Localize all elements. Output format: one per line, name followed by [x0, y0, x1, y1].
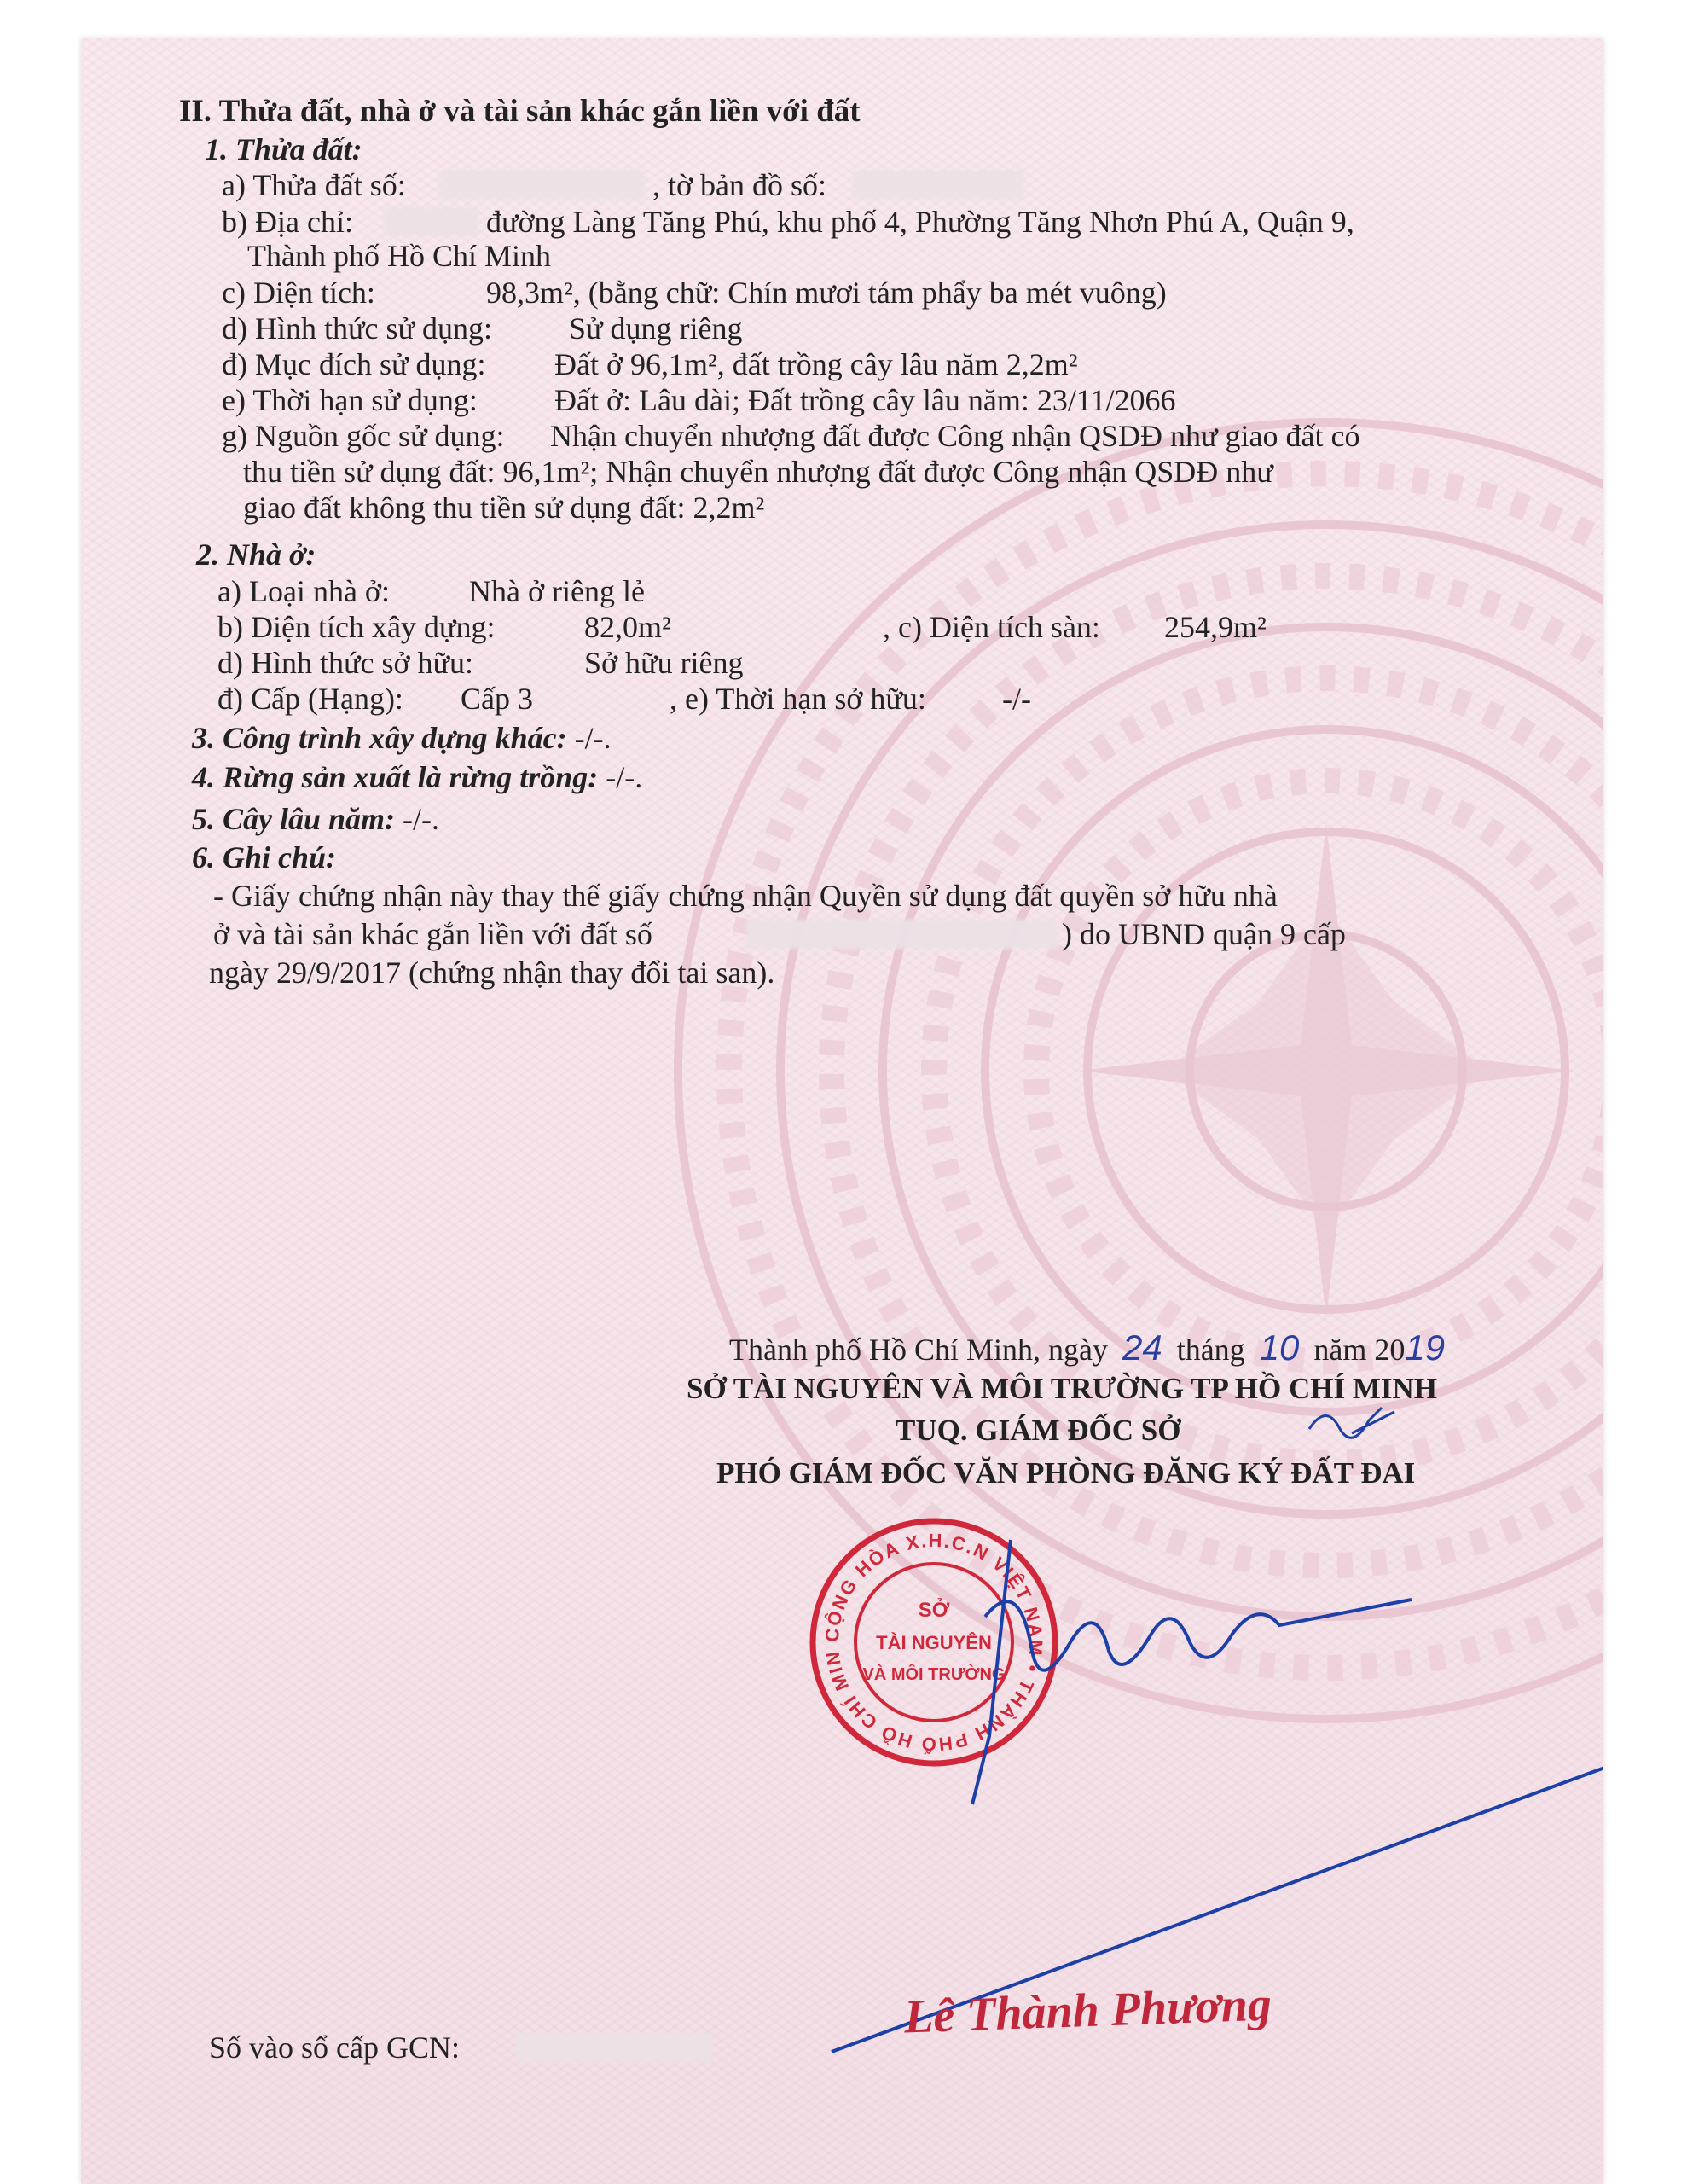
origin-label: g) Nguồn gốc sử dụng: [222, 419, 505, 453]
stamp-ring-text: CỘNG HÒA X.H.C.N VIỆT NAM • THÀNH PHỐ HỒ CHÍ MINH [798, 1497, 1047, 1756]
map-sheet-label: , tờ bản đồ số: [652, 168, 827, 202]
ownership-term-label: , e) Thời hạn sở hữu: [670, 682, 926, 716]
use-purpose-value: Đất ở 96,1m², đất trồng cây lâu năm 2,2m² [554, 347, 1078, 381]
notes-line1: - Giấy chứng nhận này thay thế giấy chứng nhận Quyền sử dụng đất quyền sở hữu nhà [213, 879, 1278, 913]
perennial-value: -/-. [403, 802, 440, 836]
address-value-line2: Thành phố Hồ Chí Minh [247, 239, 551, 273]
origin-value-line3: giao đất không thu tiền sử dụng đất: 2,2m² [243, 491, 765, 525]
grade-value: Cấp 3 [461, 682, 533, 716]
use-term-value: Đất ở: Lâu dài; Đất trồng cây lâu năm: 23/11/2066 [554, 383, 1176, 417]
perennial-row [192, 802, 439, 836]
year-label: năm 20 [1313, 1333, 1406, 1367]
notes-line2a: ở và tài sản khác gắn liền với đất số [213, 917, 652, 951]
redacted-map-sheet [853, 171, 1023, 200]
house-type-label: a) Loại nhà ở: [217, 574, 390, 608]
notes-line3: ngày 29/9/2017 (chứng nhận thay đổi tai san). [209, 956, 775, 990]
redacted-parcel-number [439, 171, 644, 200]
month-label: tháng [1176, 1333, 1245, 1367]
place-date [729, 1327, 1446, 1368]
notes-line2b: ) do UBND quận 9 cấp [1062, 917, 1346, 951]
other-works-row [192, 721, 612, 755]
floor-area-label: , c) Diện tích sàn: [883, 610, 1100, 644]
certificate-page [81, 38, 1603, 2184]
forest-value: -/-. [606, 760, 643, 794]
origin-value-line2: thu tiền sử dụng đất: 96,1m²; Nhận chuyển nhượng đất được Công nhận QSDĐ như [243, 455, 1273, 489]
stamp-center-line2: TÀI NGUYÊN [876, 1632, 992, 1653]
use-form-label: d) Hình thức sử dụng: [222, 311, 493, 346]
area-label: c) Diện tích: [222, 276, 375, 310]
stamp-center-line3: VÀ MÔI TRƯỜNG [862, 1665, 1006, 1684]
redacted-house-number [384, 207, 478, 236]
forest-row [192, 760, 642, 794]
parcel-heading: 1. Thửa đất: [205, 132, 362, 166]
address-label: b) Địa chỉ: [222, 205, 353, 239]
stamp-center-line1: SỞ [918, 1599, 950, 1622]
origin-value-line1: Nhận chuyển nhượng đất được Công nhận QSDĐ như giao đất có [550, 419, 1360, 453]
use-form-value: Sử dụng riêng [569, 311, 743, 346]
forest-label: 4. Rừng sản xuất là rừng trồng: [192, 760, 599, 794]
registry-label: Số vào sổ cấp GCN: [209, 2030, 460, 2065]
initial-mark [1301, 1395, 1403, 1455]
date-month: 10 [1259, 1327, 1300, 1368]
house-type-value: Nhà ở riêng lẻ [469, 574, 645, 608]
other-works-label: 3. Công trình xây dựng khác: [192, 721, 567, 755]
floor-area-value: 254,9m² [1164, 610, 1267, 644]
ownership-form-value: Sở hữu riêng [584, 646, 744, 680]
signer-name: Lê Thành Phương [903, 1978, 1272, 2044]
tuq-title: TUQ. GIÁM ĐỐC SỞ [896, 1414, 1181, 1447]
use-term-label: e) Thời hạn sử dụng: [222, 383, 478, 417]
date-year-suffix: 19 [1405, 1327, 1446, 1368]
signer-position: PHÓ GIÁM ĐỐC VĂN PHÒNG ĐĂNG KÝ ĐẤT ĐAI [716, 1456, 1416, 1490]
date-day: 24 [1122, 1327, 1162, 1368]
notes-heading: 6. Ghi chú: [192, 840, 337, 874]
agency-name: SỞ TÀI NGUYÊN VÀ MÔI TRƯỜNG TP HỒ CHÍ MINH [687, 1372, 1437, 1405]
redacted-certificate-number [746, 920, 1058, 949]
ownership-term-value: -/- [1002, 682, 1031, 716]
parcel-number-label: a) Thửa đất số: [222, 168, 406, 202]
perennial-label: 5. Cây lâu năm: [192, 802, 396, 836]
redacted-registry-number [516, 2033, 712, 2062]
construction-area-label: b) Diện tích xây dựng: [217, 610, 496, 644]
address-value-line1: đường Làng Tăng Phú, khu phố 4, Phường Tăng Nhơn Phú A, Quận 9, [486, 205, 1354, 239]
other-works-value: -/-. [574, 721, 612, 755]
section-title: II. Thửa đất, nhà ở và tài sản khác gắn liền với đất [179, 94, 861, 129]
use-purpose-label: đ) Mục đích sử dụng: [222, 347, 486, 381]
house-heading: 2. Nhà ở: [196, 537, 316, 572]
ownership-form-label: d) Hình thức sở hữu: [217, 646, 474, 680]
grade-label: đ) Cấp (Hạng): [217, 682, 403, 716]
construction-area-value: 82,0m² [584, 610, 671, 644]
place-date-prefix: Thành phố Hồ Chí Minh, ngày [729, 1333, 1108, 1367]
area-value: 98,3m², (bằng chữ: Chín mươi tám phẩy ba mét vuông) [486, 276, 1167, 310]
